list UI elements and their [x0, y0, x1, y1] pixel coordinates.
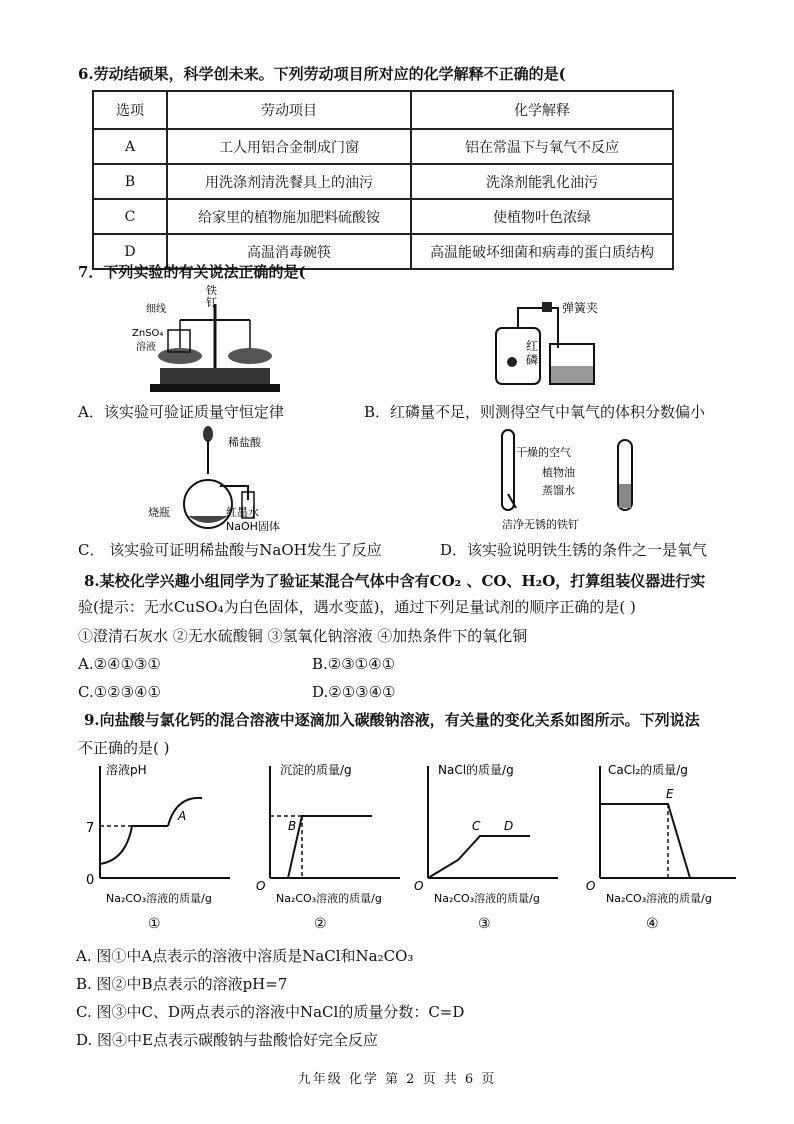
row-labor: 给家里的植物施加肥料硫酸铵: [167, 199, 411, 234]
point-b-label: B: [288, 819, 297, 833]
graph-nacl: [408, 760, 578, 940]
row-labor: 高温消毒碗筷: [167, 234, 411, 269]
x-axis-label: Na₂CO₃溶液的质量/g: [606, 892, 712, 905]
row-explain: 铝在常温下与氧气不反应: [411, 129, 673, 164]
q9-option-d: D. 图④中E点表示碳酸钠与盐酸恰好完全反应: [76, 1031, 378, 1049]
label-oil: 植物油: [542, 466, 575, 479]
right-pan: [228, 348, 272, 364]
origin: O: [414, 879, 424, 893]
row-explain: 洗涤剂能乳化油污: [411, 164, 673, 199]
y-axis-label: CaCl₂的质量/g: [608, 763, 688, 777]
water: [551, 366, 593, 383]
q9-option-a: A. 图①中A点表示的溶液中溶质是NaCl和Na₂CO₃: [76, 947, 414, 965]
red-phosphorus-figure: [488, 298, 628, 393]
table-header-row: [93, 91, 673, 129]
q7-option-a: A．该实验可验证质量守恒定律: [78, 403, 284, 421]
y-axis-label: NaCl的质量/g: [438, 763, 514, 777]
graph-ph: [80, 760, 250, 940]
left-pan: [158, 348, 202, 364]
label-clip: 弹簧夹: [562, 301, 599, 315]
point-d-label: D: [504, 819, 514, 833]
q9-option-c: C. 图③中C、D两点表示的溶液中NaCl的质量分数：C=D: [76, 1003, 465, 1021]
graph-number: ④: [646, 916, 659, 932]
q8-stem-line2: 验(提示：无水CuSO₄为白色固体，遇水变蓝)，通过下列足量试剂的顺序正确的是( ): [78, 598, 636, 616]
precipitate-curve: [288, 816, 372, 878]
cacl2-curve: [600, 804, 690, 878]
graph-number: ③: [478, 916, 491, 932]
q8-option-a: A.②④①③①: [78, 655, 161, 673]
q9-stem-line2: 不正确的是( ): [78, 739, 170, 757]
x-axis-label: Na₂CO₃溶液的质量/g: [276, 892, 382, 905]
q9-option-b: B. 图②中B点表示的溶液pH=7: [76, 975, 288, 993]
point-a-label: A: [178, 809, 187, 823]
row-labor: 工人用铝合金制成门窗: [167, 129, 411, 164]
y-axis-label: 溶液pH: [106, 763, 147, 777]
row-option: C: [93, 199, 167, 234]
x-axis-label: Na₂CO₃溶液的质量/g: [434, 892, 540, 905]
row-explain: 使植物叶色浓绿: [411, 199, 673, 234]
q6-table: [92, 90, 674, 270]
balance-apparatus-figure: [130, 284, 290, 404]
dropper-funnel: [203, 426, 213, 442]
header-option: 选项: [93, 91, 167, 129]
row-option: D: [93, 234, 167, 269]
graph-number: ②: [314, 916, 327, 932]
table-row: [93, 129, 673, 164]
q8-option-d: D.②①③④①: [312, 683, 396, 701]
label-solution: 溶液: [136, 342, 156, 353]
q7-option-b: B．红磷量不足，则测得空气中氧气的体积分数偏小: [364, 403, 706, 421]
ytick-7: 7: [86, 821, 95, 836]
point-c-label: C: [472, 819, 481, 833]
q8-items: ①澄清石灰水 ②无水硫酸铜 ③氢氧化钠溶液 ④加热条件下的氧化铜: [78, 627, 528, 645]
x-axis-label: Na₂CO₃溶液的质量/g: [106, 892, 212, 905]
spoon: [507, 357, 517, 367]
label-clean-nail: 洁净无锈的铁钉: [502, 518, 579, 531]
q9-stem-line1: 9.向盐酸与氯化钙的混合溶液中逐滴加入碳酸钠溶液，有关量的变化关系如图所示。下列说法: [84, 711, 700, 729]
label-red-ink: 红墨水: [226, 506, 259, 519]
ph-curve: [100, 826, 168, 864]
flask-figure: [148, 424, 308, 534]
origin: 0: [86, 873, 95, 888]
label-znso4: ZnSO₄: [132, 328, 164, 339]
table-row: [93, 199, 673, 234]
header-chem-explanation: 化学解释: [411, 91, 673, 129]
label-distilled: 蒸馏水: [542, 484, 575, 497]
row-option: A: [93, 129, 167, 164]
q6-stem: 6.劳动结硕果，科学创未来。下列劳动项目所对应的化学解释不正确的是(: [78, 65, 566, 83]
q7-option-d: D．该实验说明铁生锈的条件之一是氧气: [440, 541, 708, 559]
graph-number: ①: [148, 916, 161, 932]
row-option: B: [93, 164, 167, 199]
label-naoh: NaOH固体: [226, 520, 280, 533]
table-row: [93, 164, 673, 199]
test-tube-dry: [502, 430, 514, 510]
label-thread: 细线: [146, 304, 166, 315]
graph-cacl2: [580, 760, 760, 940]
q7-option-c: C． 该实验可证明稀盐酸与NaOH发生了反应: [78, 541, 382, 559]
clip: [542, 302, 552, 312]
row-labor: 用洗涤剂清洗餐具上的油污: [167, 164, 411, 199]
graph-precipitate: [250, 760, 420, 940]
y-axis-label: 沉淀的质量/g: [280, 763, 352, 777]
origin: O: [256, 879, 266, 893]
page-footer: 九年级 化学 第 2 页 共 6 页: [297, 1072, 497, 1087]
origin: O: [586, 879, 596, 893]
q8-stem-line1: 8.某校化学兴趣小组同学为了验证某混合气体中含有CO₂ 、CO、H₂O，打算组装仪器进行实: [84, 572, 706, 590]
label-phos: 磷: [526, 353, 539, 367]
q7-stem: 7．下列实验的有关说法正确的是(: [78, 263, 306, 281]
label-red: 红: [526, 339, 539, 353]
test-tubes-figure: [496, 424, 656, 534]
nacl-curve: [428, 836, 530, 878]
label-flask: 烧瓶: [148, 506, 170, 519]
q8-option-b: B.②③①④①: [312, 655, 396, 673]
label-hcl: 稀盐酸: [228, 436, 261, 449]
label-tie: 铁: [206, 284, 217, 297]
balance-foot: [150, 384, 280, 392]
label-dry-air: 干燥的空气: [516, 446, 571, 459]
q8-option-c: C.①②③④①: [78, 683, 161, 701]
header-labor-item: 劳动项目: [167, 91, 411, 129]
row-explain: 高温能破坏细菌和病毒的蛋白质结构: [411, 234, 673, 269]
label-nail: 钉: [206, 296, 217, 309]
point-e-label: E: [666, 787, 674, 801]
